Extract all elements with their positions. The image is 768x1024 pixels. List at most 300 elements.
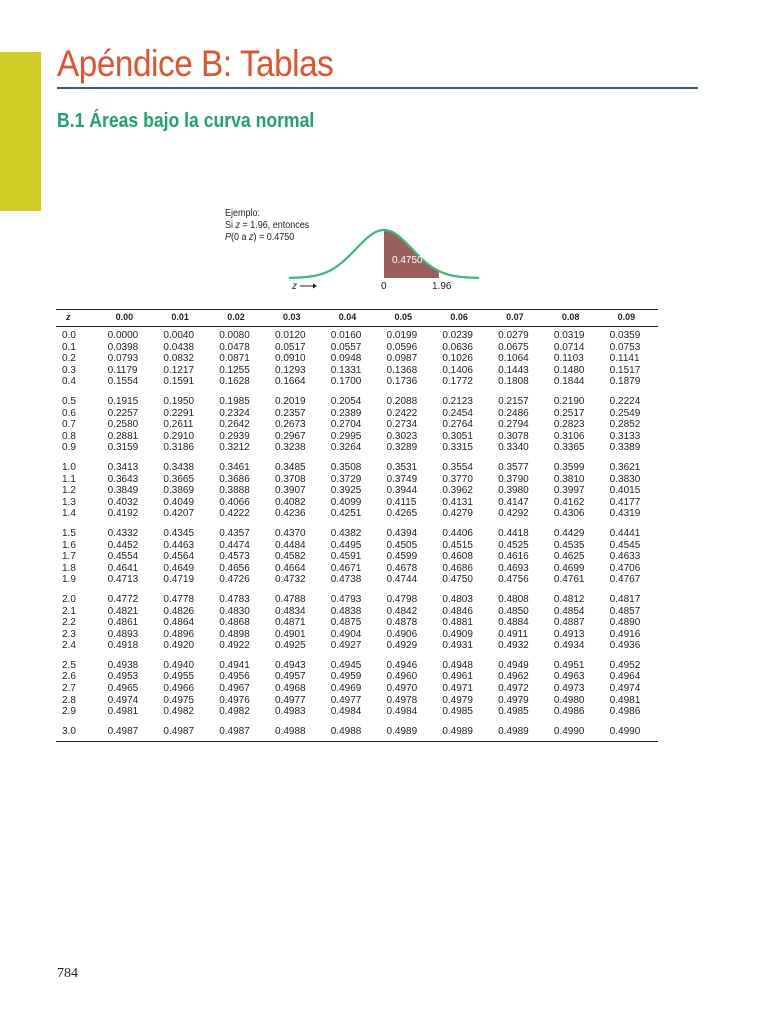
table-cell: 0.1736 [386,376,418,388]
table-cell: 0.4945 [330,659,362,671]
table-cell: 0.4934 [553,640,585,652]
table-cell: 0.2054 [330,396,362,408]
header-col: 0.09 [610,310,658,327]
table-row [56,497,658,509]
table-cell: 0.4192 [107,508,139,520]
table-cell: 0.0120 [274,330,306,342]
table-cell: 0.4981 [107,706,139,718]
shaded-area [384,230,439,278]
table-cell: 0.1700 [330,376,362,388]
table-cell: 0.2580 [107,419,139,431]
header-col: 0.03 [275,310,331,327]
row-z-value: 2.9 [62,706,76,718]
normal-distribution-table [56,309,658,742]
table-row [56,474,658,486]
table-cell: 0.4854 [553,605,585,617]
table-cell: 0.4713 [107,574,139,586]
table-cell: 0.4649 [163,562,195,574]
table-cell: 0.0793 [107,353,139,365]
table-row [56,376,658,388]
table-cell: 0.4452 [107,539,139,551]
table-cell: 0.3438 [163,461,195,473]
table-cell: 0.4948 [442,659,473,671]
table-cell: 0.0517 [274,341,306,353]
table-cell: 0.2357 [274,407,306,419]
table-cell: 0.4115 [386,496,417,508]
table-cell: 0.4788 [274,593,306,605]
chapter-title: Apéndice B: Tablas [57,43,334,84]
table-cell: 0.3980 [498,485,529,497]
table-row [56,652,658,672]
table-row [56,695,658,707]
table-cell: 0.4826 [163,605,195,617]
table-cell: 0.4830 [219,605,250,617]
table-cell: 0.4370 [274,527,306,539]
table-cell: 0.4920 [163,640,195,652]
table-cell: 0.4162 [553,496,585,508]
table-cell: 0.4641 [107,562,139,574]
table-cell: 0.4686 [442,562,473,574]
table-cell: 0.4974 [107,694,139,706]
table-row [56,640,658,652]
table-cell: 0.3531 [386,461,418,473]
table-cell: 0.4941 [219,659,250,671]
table-cell: 0.4495 [330,539,362,551]
table-cell: 0.1026 [442,353,473,365]
table-cell: 0.4949 [498,659,529,671]
table-cell: 0.3238 [274,442,306,454]
table-cell: 0.3365 [553,442,585,454]
table-cell: 0.4678 [386,562,418,574]
table-cell: 0.4265 [386,508,418,520]
table-cell: 0.3810 [553,473,585,485]
table-cell: 0.4671 [330,562,362,574]
table-cell: 0.4319 [609,508,641,520]
table-cell: 0.4960 [386,671,418,683]
table-row [56,327,658,342]
table-cell: 0.1368 [386,364,418,376]
table-cell: 0.4985 [498,706,529,718]
table-row [56,706,658,718]
table-header-row [56,310,658,327]
table-cell: 0.4625 [553,551,585,563]
table-cell: 0.2257 [107,407,139,419]
table-row [56,540,658,552]
table-cell: 0.3888 [219,485,250,497]
table-cell: 0.4761 [553,574,585,586]
table-cell: 0.4909 [442,628,473,640]
table-cell: 0.4066 [219,496,250,508]
table-cell: 0.4968 [274,683,306,695]
table-cell: 0.4977 [330,694,362,706]
table-cell: 0.3577 [498,461,529,473]
row-z-value: 1.8 [62,562,76,574]
table-cell: 0.4812 [553,593,585,605]
table-cell: 0.4564 [163,551,195,563]
table-cell: 0.4982 [163,706,195,718]
row-z-value: 0.6 [62,407,76,419]
table-cell: 0.4986 [553,706,585,718]
table-row [56,520,658,540]
table-cell: 0.1808 [498,376,529,388]
table-cell: 0.4554 [107,551,139,563]
header-col: 0.07 [498,310,554,327]
table-cell: 0.4664 [274,562,306,574]
table-cell: 0.3389 [609,442,641,454]
table-cell: 0.1064 [498,353,529,365]
table-cell: 0.4896 [163,628,195,640]
table-cell: 0.4955 [163,671,195,683]
table-cell: 0.3106 [553,430,585,442]
table-row [56,718,658,742]
table-cell: 0.2224 [609,396,641,408]
table-cell: 0.3925 [330,485,362,497]
table-cell: 0.4985 [442,706,473,718]
row-z-value: 3.0 [56,718,108,742]
table-cell: 0.4545 [609,539,641,551]
table-cell: 0.1950 [163,396,195,408]
title-rule [57,87,698,89]
table-cell: 0.4591 [330,551,362,563]
table-cell: 0.4925 [274,640,306,652]
row-z-value: 0.7 [62,419,76,431]
table-cell: 0.0359 [609,330,641,342]
row-z-value: 2.1 [62,605,76,617]
table-cell: 0.4535 [553,539,585,551]
row-z-value: 1.5 [62,527,76,539]
table-cell: 0.4887 [553,617,585,629]
row-z-value: 2.7 [62,683,76,695]
section-title: B.1 Áreas bajo la curva normal [57,110,315,132]
table-cell: 0.0160 [330,330,362,342]
table-cell: 0.4984 [330,706,362,718]
table-cell: 0.0239 [442,330,473,342]
table-cell: 0.4099 [330,496,362,508]
table-cell: 0.0832 [163,353,195,365]
table-cell: 0.4382 [330,527,362,539]
table-cell: 0.0753 [609,341,641,353]
table-cell: 0.4817 [609,593,641,605]
axis-mark-zero: 0 [381,281,387,292]
table-cell: 0.4756 [498,574,529,586]
table-cell: 0.4767 [609,574,641,586]
table-cell: 0.4989 [442,718,498,742]
table-cell: 0.3264 [330,442,362,454]
table-cell: 0.4633 [609,551,641,563]
table-cell: 0.4987 [163,718,219,742]
table-cell: 0.4929 [386,640,418,652]
table-cell: 0.4884 [498,617,529,629]
table-row [56,408,658,420]
table-row [56,605,658,617]
table-cell: 0.4772 [107,593,139,605]
table-cell: 0.0910 [274,353,306,365]
table-cell: 0.3729 [330,473,362,485]
example-line-2: Si z = 1.96, entonces [225,220,310,231]
table-cell: 0.4032 [107,496,139,508]
table-cell: 0.4394 [386,527,418,539]
table-cell: 0.4952 [609,659,641,671]
table-cell: 0.4971 [442,683,473,695]
table-cell: 0.4951 [553,659,585,671]
table-cell: 0.2611 [163,419,194,431]
table-cell: 0.4798 [386,593,418,605]
table-cell: 0.4957 [274,671,306,683]
table-cell: 0.3554 [442,461,473,473]
table-row [56,508,658,520]
row-z-value: 1.1 [62,473,76,485]
table-cell: 0.4236 [274,508,306,520]
table-cell: 0.3665 [163,473,195,485]
row-z-value: 1.6 [62,539,76,551]
table-cell: 0.4177 [609,496,641,508]
table-cell: 0.4901 [274,628,306,640]
table-cell: 0.2088 [386,396,418,408]
table-cell: 0.2549 [609,407,641,419]
table-cell: 0.4961 [442,671,473,683]
table-cell: 0.3686 [219,473,250,485]
table-cell: 0.4986 [609,706,641,718]
table-cell: 0.4918 [107,640,139,652]
table-row [56,388,658,408]
table-cell: 0.4931 [442,640,473,652]
table-row [56,353,658,365]
table-cell: 0.3212 [219,442,250,454]
table-cell: 0.4989 [387,718,443,742]
table-cell: 0.2673 [274,419,306,431]
table-cell: 0.4959 [330,671,362,683]
table-row [56,485,658,497]
table-row [56,683,658,695]
table-cell: 0.4719 [163,574,195,586]
table-cell: 0.4982 [219,706,250,718]
table-cell: 0.4131 [442,496,473,508]
row-z-value: 2.5 [62,659,76,671]
table-cell: 0.4616 [498,551,529,563]
table-cell: 0.1331 [330,364,362,376]
table-cell: 0.2704 [330,419,362,431]
table-cell: 0.3621 [609,461,641,473]
table-cell: 0.2995 [330,430,362,442]
table-cell: 0.3830 [609,473,641,485]
table-cell: 0.1915 [107,396,139,408]
table-cell: 0.4693 [498,562,529,574]
table-cell: 0.2190 [553,396,585,408]
table-cell: 0.1879 [609,376,641,388]
table-cell: 0.4938 [107,659,139,671]
table-cell: 0.4441 [609,527,641,539]
table-cell: 0.4608 [442,551,473,563]
table-cell: 0.4345 [163,527,195,539]
table-cell: 0.0438 [163,341,195,353]
table-cell: 0.4292 [498,508,529,520]
table-row [56,563,658,575]
table-cell: 0.4972 [498,683,529,695]
table-cell: 0.4981 [609,694,641,706]
table-cell: 0.4976 [219,694,250,706]
table-cell: 0.4406 [442,527,473,539]
header-col: 0.05 [387,310,443,327]
table-cell: 0.4418 [498,527,529,539]
row-z-value: 2.0 [62,593,76,605]
table-cell: 0.2517 [553,407,585,419]
table-cell: 0.4989 [498,718,554,742]
table-cell: 0.4838 [330,605,362,617]
table-cell: 0.4927 [330,640,362,652]
table-cell: 0.3770 [442,473,473,485]
table-cell: 0.3944 [386,485,418,497]
row-z-value: 0.5 [62,396,76,408]
table-cell: 0.4979 [442,694,473,706]
row-z-value: 0.3 [62,364,76,376]
row-z-value: 0.1 [62,341,76,353]
table-cell: 0.0948 [330,353,362,365]
table-cell: 0.2389 [330,407,362,419]
table-cell: 0.4973 [553,683,585,695]
table-cell: 0.0040 [163,330,195,342]
table-cell: 0.3997 [553,485,585,497]
table-cell: 0.4857 [609,605,641,617]
table-cell: 0.4793 [330,593,362,605]
table-cell: 0.1591 [163,376,195,388]
table-cell: 0.4904 [330,628,362,640]
table-cell: 0.4738 [330,574,362,586]
table-cell: 0.1554 [107,376,139,388]
table-cell: 0.4726 [219,574,250,586]
table-cell: 0.4868 [219,617,250,629]
example-line-3: P(0 a z) = 0.4750 [225,232,295,243]
row-z-value: 2.3 [62,628,76,640]
table-cell: 0.0279 [498,330,529,342]
table-cell: 0.0398 [107,341,139,353]
table-cell: 0.0478 [219,341,250,353]
table-cell: 0.4082 [274,496,306,508]
table-cell: 0.4803 [442,593,473,605]
table-cell: 0.4846 [442,605,473,617]
table-cell: 0.4861 [107,617,139,629]
table-cell: 0.4357 [219,527,250,539]
table-cell: 0.3413 [107,461,139,473]
table-cell: 0.2734 [386,419,418,431]
table-cell: 0.3315 [442,442,473,454]
table-cell: 0.4911 [498,628,528,640]
table-cell: 0.0319 [553,330,585,342]
table-cell: 0.4573 [219,551,250,563]
row-z-value: 2.4 [62,640,76,652]
table-cell: 0.0636 [442,341,473,353]
table-cell: 0.3078 [498,430,529,442]
table-cell: 0.0987 [386,353,418,365]
axis-mark-z: 1.96 [432,281,452,292]
row-z-value: 1.9 [62,574,76,586]
table-cell: 0.4850 [498,605,529,617]
row-z-value: 1.3 [62,496,76,508]
table-row [56,586,658,606]
table-cell: 0.2291 [163,407,195,419]
row-z-value: 2.8 [62,694,76,706]
table-cell: 0.3869 [163,485,195,497]
table-cell: 0.0596 [386,341,418,353]
header-col: 0.04 [331,310,387,327]
table-cell: 0.4821 [107,605,139,617]
table-cell: 0.2019 [274,396,306,408]
table-cell: 0.1443 [498,364,529,376]
table-cell: 0.4744 [386,574,418,586]
table-cell: 0.1480 [553,364,585,376]
axis-variable-label: z [292,281,297,292]
table-cell: 0.1664 [274,376,306,388]
row-z-value: 0.2 [62,353,76,365]
table-cell: 0.4834 [274,605,306,617]
table-cell: 0.4808 [498,593,529,605]
table-cell: 0.4750 [442,574,473,586]
table-cell: 0.0199 [386,330,418,342]
row-z-value: 1.2 [62,485,76,497]
table-cell: 0.3485 [274,461,306,473]
table-cell: 0.4332 [107,527,139,539]
table-cell: 0.4049 [163,496,195,508]
axis-arrow [300,284,317,289]
table-cell: 0.4656 [219,562,250,574]
table-cell: 0.3508 [330,461,362,473]
table-cell: 0.1179 [107,364,138,376]
table-row [56,617,658,629]
table-cell: 0.4842 [386,605,418,617]
table-row [56,419,658,431]
table-cell: 0.4582 [274,551,306,563]
table-cell: 0.4988 [275,718,331,742]
table-cell: 0.4207 [163,508,195,520]
table-cell: 0.2123 [442,396,473,408]
table-cell: 0.1628 [219,376,250,388]
table-cell: 0.2794 [498,419,529,431]
table-cell: 0.4984 [386,706,418,718]
table-cell: 0.4699 [553,562,585,574]
table-cell: 0.4940 [163,659,195,671]
table-cell: 0.4983 [274,706,306,718]
table-cell: 0.1517 [609,364,641,376]
table-cell: 0.4890 [609,617,641,629]
table-cell: 0.4881 [442,617,473,629]
table-cell: 0.0675 [498,341,529,353]
table-cell: 0.4515 [442,539,473,551]
table-cell: 0.2157 [498,396,529,408]
table-cell: 0.3159 [107,442,139,454]
table-cell: 0.3133 [609,430,641,442]
table-row [56,574,658,586]
table-cell: 0.4956 [219,671,250,683]
table-cell: 0.0557 [330,341,362,353]
table-row [56,431,658,443]
table-cell: 0.4977 [274,694,306,706]
table-cell: 0.4987 [219,718,275,742]
row-z-value: 0.8 [62,430,76,442]
example-line-1: Ejemplo: [225,208,261,219]
table-cell: 0.1844 [553,376,585,388]
table-cell: 0.4953 [107,671,139,683]
table-cell: 0.4732 [274,574,306,586]
row-z-value: 0.4 [62,376,76,388]
table-cell: 0.4967 [219,683,250,695]
table-cell: 0.4871 [274,617,306,629]
table-body [56,327,658,742]
table-cell: 0.4251 [330,508,362,520]
table-cell: 0.0000 [107,330,139,342]
table-cell: 0.1985 [219,396,250,408]
table-cell: 0.1217 [163,364,195,376]
table-row [56,365,658,377]
table-cell: 0.2852 [609,419,641,431]
